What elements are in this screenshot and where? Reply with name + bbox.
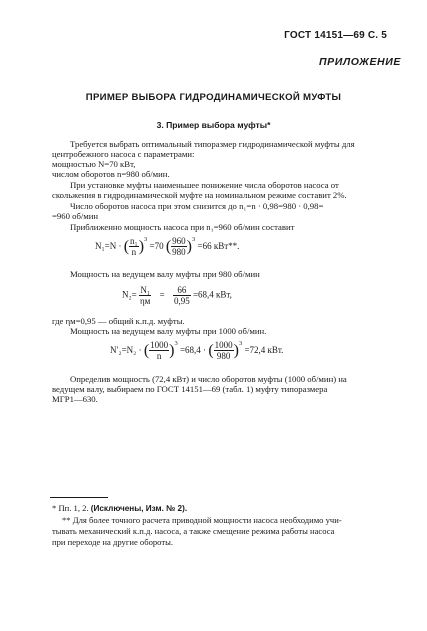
- fraction: $\frac{1000}{980}$: [214, 340, 233, 362]
- eq-mid: =70: [149, 241, 164, 251]
- footnote-divider: [50, 497, 108, 498]
- fraction: $\frac{66}{0,95}$: [173, 285, 190, 306]
- paragraph-line: ведущем валу, выбираем по ГОСТ 14151—69 (табл. 1) муфту типоразмера: [52, 384, 328, 394]
- paragraph-line: Приближенно мощность насоса при n₁=960 об/мин составит: [70, 222, 295, 232]
- paragraph-line: мощностью N=70 кВт,: [52, 159, 136, 169]
- page-header: ГОСТ 14151—69 С. 5: [284, 30, 387, 41]
- paragraph-line: Число оборотов насоса при этом снизится до n₁=n · 0,98=980 · 0,98=: [70, 201, 324, 211]
- section-heading: 3. Пример выбора муфты*: [156, 120, 271, 130]
- paragraph-line: Мощность на ведущем валу муфты при 980 об/мин: [70, 269, 260, 279]
- paragraph-line: =960 об/мин: [52, 211, 99, 221]
- paragraph-line: скольжения в гидродинамической муфте на номинальном режиме составит 2%.: [52, 190, 347, 200]
- paragraph-line: Требуется выбрать оптимальный типоразмер гидродинамической муфты для: [70, 139, 355, 149]
- eq-result: =66 кВт**.: [197, 241, 240, 251]
- equation-power-n2-prime: N′₂=N₂ · ( $\frac{1000}{n}$ )$^3$ =68,4 · ( $\frac{1000}{980}$ )$^3$ =72,4 кВт.: [110, 340, 284, 362]
- paragraph-line: Определив мощность (72,4 кВт) и число оборотов муфты (1000 об/мин) на: [70, 374, 347, 384]
- fraction: $\frac{1000}{n}$: [150, 340, 169, 362]
- equation-power-n2: N₂= $\frac{\text{N₁}}{\eta м}$ = $\frac{66}{0,95}$ =68,4 кВт,: [122, 285, 232, 306]
- footnote-1: * Пп. 1, 2. (Исключены, Изм. № 2).: [52, 503, 188, 513]
- paragraph-line: МГР1—630.: [52, 394, 98, 404]
- paragraph-line: Мощность на ведущем валу муфты при 1000 об/мин.: [70, 326, 267, 336]
- fraction: $\frac{960}{980}$: [172, 236, 186, 258]
- paragraph-line: числом оборотов n=980 об/мин.: [52, 169, 170, 179]
- fraction: $\frac{\text{N₁}}{\eta м}$: [139, 285, 151, 306]
- paragraph-line: При установке муфты наименьшее понижение числа оборотов насоса от: [70, 180, 339, 190]
- paragraph-line: центробежного насоса с параметрами:: [52, 149, 195, 159]
- paragraph-line: где ηм=0,95 — общий к.п.д. муфты.: [52, 316, 185, 326]
- footnote-2-line: при переходе на другие обороты.: [52, 537, 174, 547]
- fraction: $\frac{\text{n₁}}{n}$: [130, 236, 138, 258]
- footnote-2-line: ** Для более точного расчета приводной мощности насоса необходимо учи-: [62, 515, 342, 525]
- equation-power-n1: N₁=N · ( $\frac{\text{n₁}}{n}$ )$^3$ =70 ( $\frac{960}{980}$ )$^3$ =66 кВт**.: [95, 236, 240, 258]
- document-title: ПРИМЕР ВЫБОРА ГИДРОДИНАМИЧЕСКОЙ МУФТЫ: [85, 92, 342, 103]
- eq-lhs: N₁=N ·: [95, 241, 122, 251]
- footnote-2-line: тывать механический к.п.д. насоса, а также смещение режима работы насоса: [52, 526, 335, 536]
- appendix-label: ПРИЛОЖЕНИЕ: [319, 56, 401, 68]
